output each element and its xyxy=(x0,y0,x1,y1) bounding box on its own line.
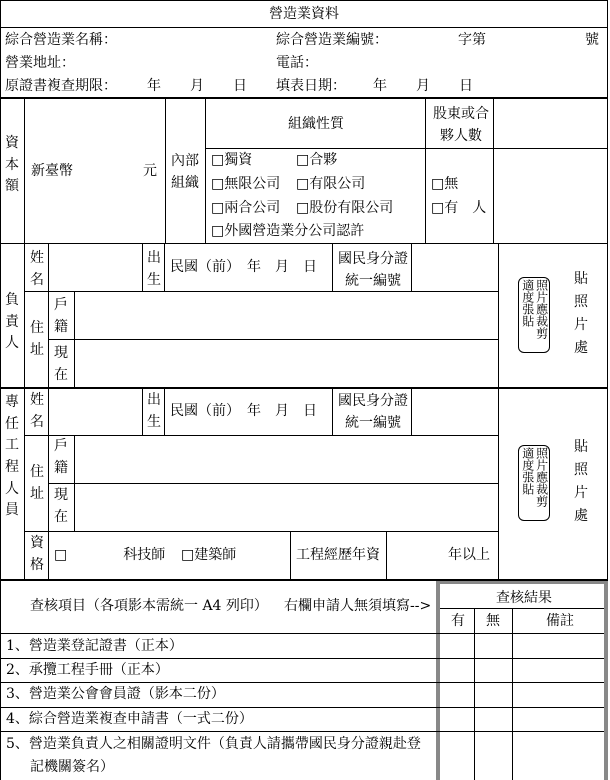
eng-name-label: 姓名 xyxy=(30,392,44,430)
company-number-label: 綜合營造業編號： xyxy=(276,32,388,48)
fill-month: 月 xyxy=(416,78,430,94)
resp-birth-date: 民國（前） 年 月 日 xyxy=(170,259,317,275)
responsible-person-label: 負 責 人 xyxy=(5,292,19,352)
hao-text: 號 xyxy=(585,32,599,48)
company-name-label: 綜合營造業名稱： xyxy=(5,32,117,48)
resp-name-label: 姓名 xyxy=(30,250,44,288)
option-unlimited-company[interactable]: □無限公司 xyxy=(211,176,281,192)
col-note-header: 備註 xyxy=(546,613,574,629)
shareholder-none[interactable]: □無 xyxy=(431,176,459,192)
org-type-header: 組織性質 xyxy=(288,116,344,132)
eng-address-label: 住址 xyxy=(30,464,44,502)
review-items-header: 查核項目（各項影本需統一 A4 列印） xyxy=(30,598,268,614)
option-limited-partnership[interactable]: □兩合公司 xyxy=(211,200,281,216)
phone-label: 電話： xyxy=(276,55,318,71)
option-partnership[interactable]: □合夥 xyxy=(296,152,338,168)
resp-photo-area: 貼照片處 xyxy=(574,271,588,357)
fill-year: 年 xyxy=(373,78,387,94)
business-address-label: 營業地址： xyxy=(5,55,75,71)
review-item-5-line-1: 5、營造業負責人之相關證明文件（負責人請攜帶國民身分證親赴登 xyxy=(6,736,421,752)
review-item-2: 2、承攬工程手冊（正本） xyxy=(6,662,169,678)
resp-current-label: 現在 xyxy=(54,345,68,383)
eng-birth-date: 民國（前） 年 月 日 xyxy=(170,403,317,419)
eng-household-label: 戶籍 xyxy=(54,438,68,476)
zi-di-text: 字第 xyxy=(458,32,486,48)
renewal-deadline-label: 原證書複查期限： xyxy=(5,78,117,94)
eng-current-label: 現在 xyxy=(54,487,68,525)
renewal-day: 日 xyxy=(233,78,247,94)
renewal-month: 月 xyxy=(190,78,204,94)
option-corporation[interactable]: □股份有限公司 xyxy=(296,200,394,216)
option-limited-company[interactable]: □有限公司 xyxy=(296,176,366,192)
capital-label: 資 本 額 xyxy=(5,135,19,195)
eng-birth-label: 出生 xyxy=(147,392,161,430)
resp-birth-label: 出生 xyxy=(147,250,161,288)
resp-address-label: 住址 xyxy=(30,320,44,358)
review-item-1: 1、營造業登記證書（正本） xyxy=(6,638,183,654)
resp-photo-note: 照片應裁剪適度張貼 xyxy=(520,279,549,339)
option-foreign-branch[interactable]: □外國營造業分公司認許 xyxy=(211,223,365,239)
col-no-header: 無 xyxy=(486,613,500,629)
experience-label: 工程經歷年資 xyxy=(296,547,380,563)
option-sole-proprietorship[interactable]: □獨資 xyxy=(211,152,253,168)
applicant-note: 右欄申請人無須填寫--> xyxy=(284,598,432,614)
engineer-label: 專 任 工 程 人 員 xyxy=(5,394,19,519)
shareholder-header: 股東或合夥人數 xyxy=(433,106,489,144)
qual-architect-option[interactable]: □建築師 xyxy=(181,547,237,563)
col-yes-header: 有 xyxy=(451,613,465,629)
shareholder-count[interactable]: □有 人 xyxy=(431,200,487,216)
eng-photo-area: 貼照片處 xyxy=(574,439,588,525)
eng-photo-note: 照片應裁剪適度張貼 xyxy=(520,447,549,507)
resp-id-label: 國民身分證統一編號 xyxy=(338,251,408,289)
eng-id-label: 國民身分證統一編號 xyxy=(338,393,408,431)
internal-org-label: 內部組織 xyxy=(171,153,199,191)
eng-qualification-label: 資格 xyxy=(30,535,44,573)
form-title: 營造業資料 xyxy=(269,6,339,22)
fill-date-label: 填表日期： xyxy=(276,78,346,94)
resp-household-label: 戶籍 xyxy=(54,297,68,335)
qual-technician-option[interactable]: □ 科技師 xyxy=(54,547,166,563)
fill-day: 日 xyxy=(459,78,473,94)
review-item-5-line-2: 記機關簽名） xyxy=(30,759,114,775)
currency-unit: 元 xyxy=(143,163,157,179)
currency-label: 新臺幣 xyxy=(31,163,73,179)
review-item-3: 3、營造業公會會員證（影本二份） xyxy=(6,686,225,702)
review-result-header: 查核結果 xyxy=(496,590,552,606)
renewal-year: 年 xyxy=(147,78,161,94)
review-item-4: 4、綜合營造業複查申請書（一式二份） xyxy=(6,711,253,727)
experience-unit: 年以上 xyxy=(448,547,490,563)
